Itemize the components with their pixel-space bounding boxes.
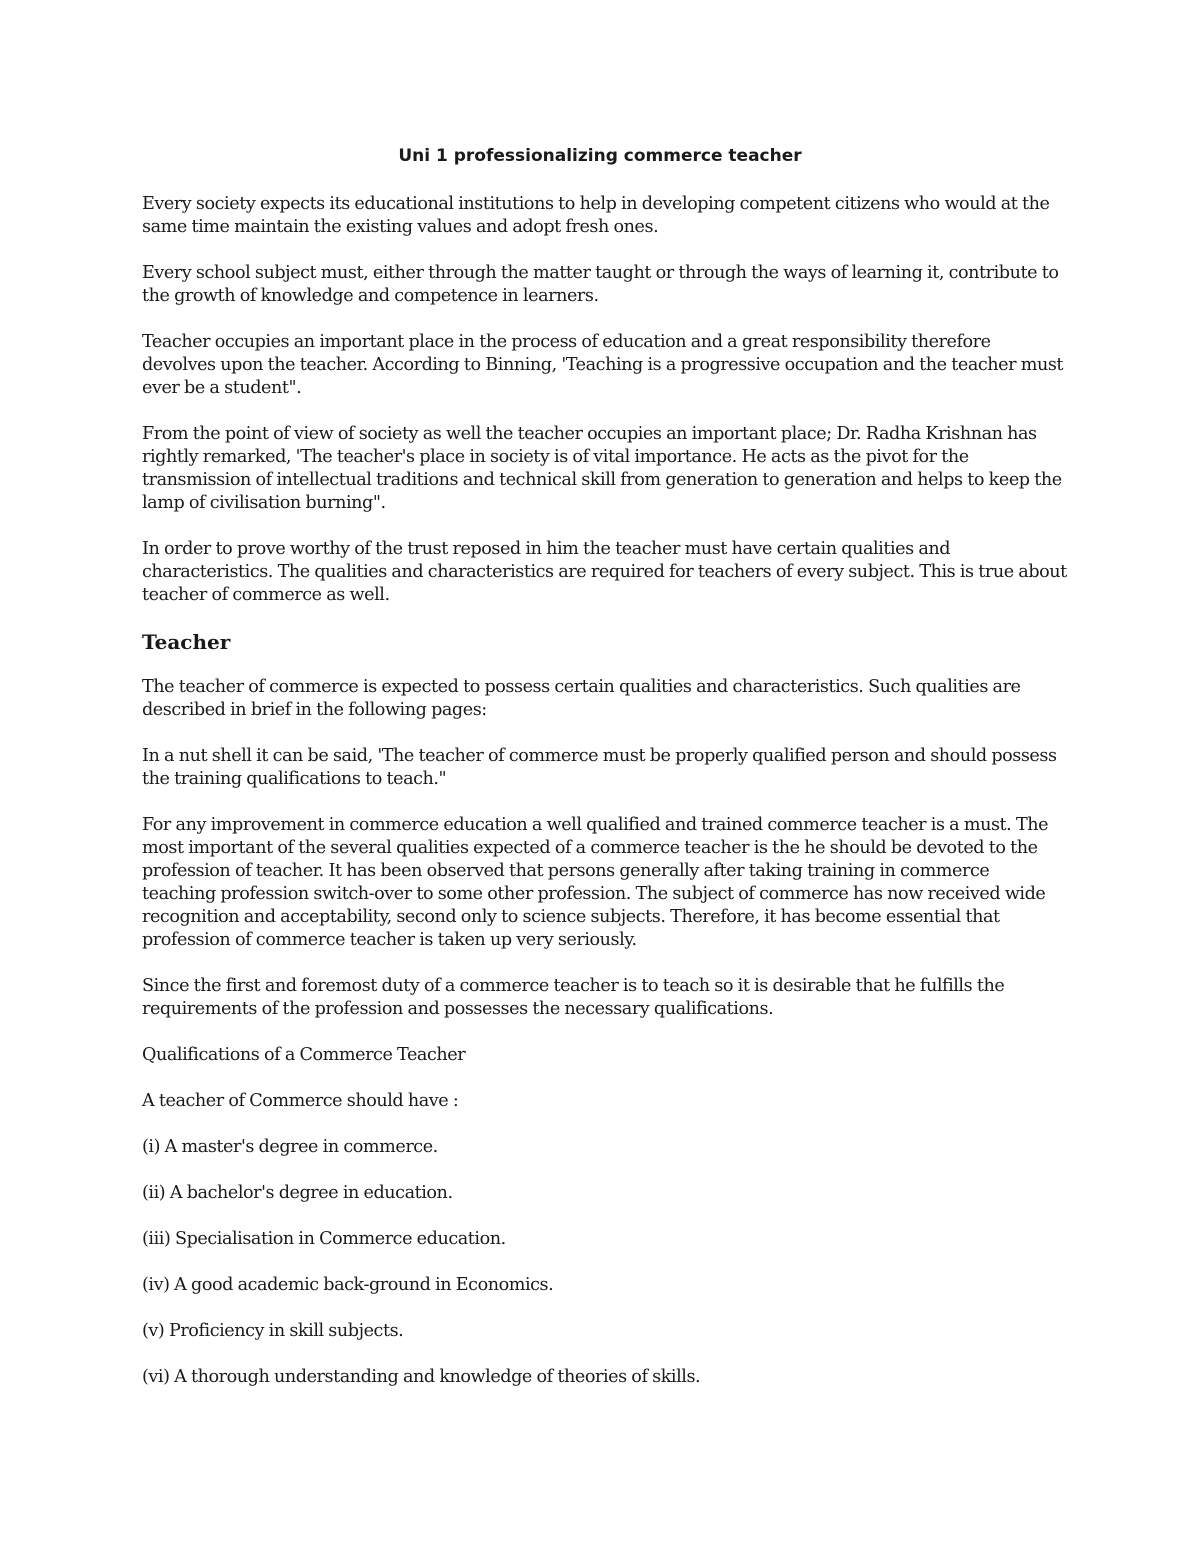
list-item: (iii) Specialisation in Commerce education.	[142, 1229, 506, 1249]
paragraph: Since the first and foremost duty of a commerce teacher is to teach so it is desirable that he fulfills the requirements of the profession and possesses the necessary qualifications.	[142, 976, 1005, 1019]
list-item: (iv) A good academic back-ground in Economics.	[142, 1275, 554, 1295]
qualifications-list	[142, 1136, 1067, 1389]
paragraph: In a nut shell it can be said, 'The teacher of commerce must be properly qualified person and should possess the training qualifications to teach."	[142, 746, 1057, 789]
list-item: (ii) A bachelor's degree in education.	[142, 1183, 453, 1203]
paragraph: Every school subject must, either through the matter taught or through the ways of learning it, contribute to the growth of knowledge and competence in learners.	[142, 263, 1059, 306]
paragraph: Every society expects its educational institutions to help in developing competent citizens who would at the same time maintain the existing values and adopt fresh ones.	[142, 194, 1050, 237]
paragraph: The teacher of commerce is expected to possess certain qualities and characteristics. Such qualities are described in brief in the following pages:	[142, 677, 1021, 720]
list-item: (v) Proficiency in skill subjects.	[142, 1321, 404, 1341]
document-title: Uni 1 professionalizing commerce teacher	[398, 146, 802, 166]
paragraph: In order to prove worthy of the trust reposed in him the teacher must have certain qualities and characteristics. The qualities and characteristics are required for teachers of every subject. This is true about teacher of commerce as well.	[142, 539, 1067, 605]
list-item: (vi) A thorough understanding and knowledge of theories of skills.	[142, 1367, 701, 1387]
list-item: (i) A master's degree in commerce.	[142, 1137, 438, 1157]
paragraph: From the point of view of society as well the teacher occupies an important place; Dr. Radha Krishnan has rightly remarked, 'The teacher's place in society is of vital importance. He acts as the pivot for the transmission of intellectual traditions and technical skill from generation to generation and helps to keep the lamp of civilisation burning".	[142, 424, 1062, 513]
section-heading: Teacher	[142, 630, 231, 654]
qualifications-intro: A teacher of Commerce should have :	[142, 1091, 459, 1111]
paragraph: For any improvement in commerce education a well qualified and trained commerce teacher is a must. The most important of the several qualities expected of a commerce teacher is the he should be devoted to the profession of teacher. It has been observed that persons generally after taking training in commerce teaching profession switch-over to some other profession. The subject of commerce has now received wide recognition and acceptability, second only to science subjects. Therefore, it has become essential that profession of commerce teacher is taken up very seriously.	[142, 815, 1049, 950]
document-body	[142, 193, 1067, 1412]
qualifications-heading: Qualifications of a Commerce Teacher	[142, 1045, 466, 1065]
paragraph: Teacher occupies an important place in the process of education and a great responsibility therefore devolves upon the teacher. According to Binning, 'Teaching is a progressive occupation and the teacher must ever be a student".	[142, 332, 1064, 398]
